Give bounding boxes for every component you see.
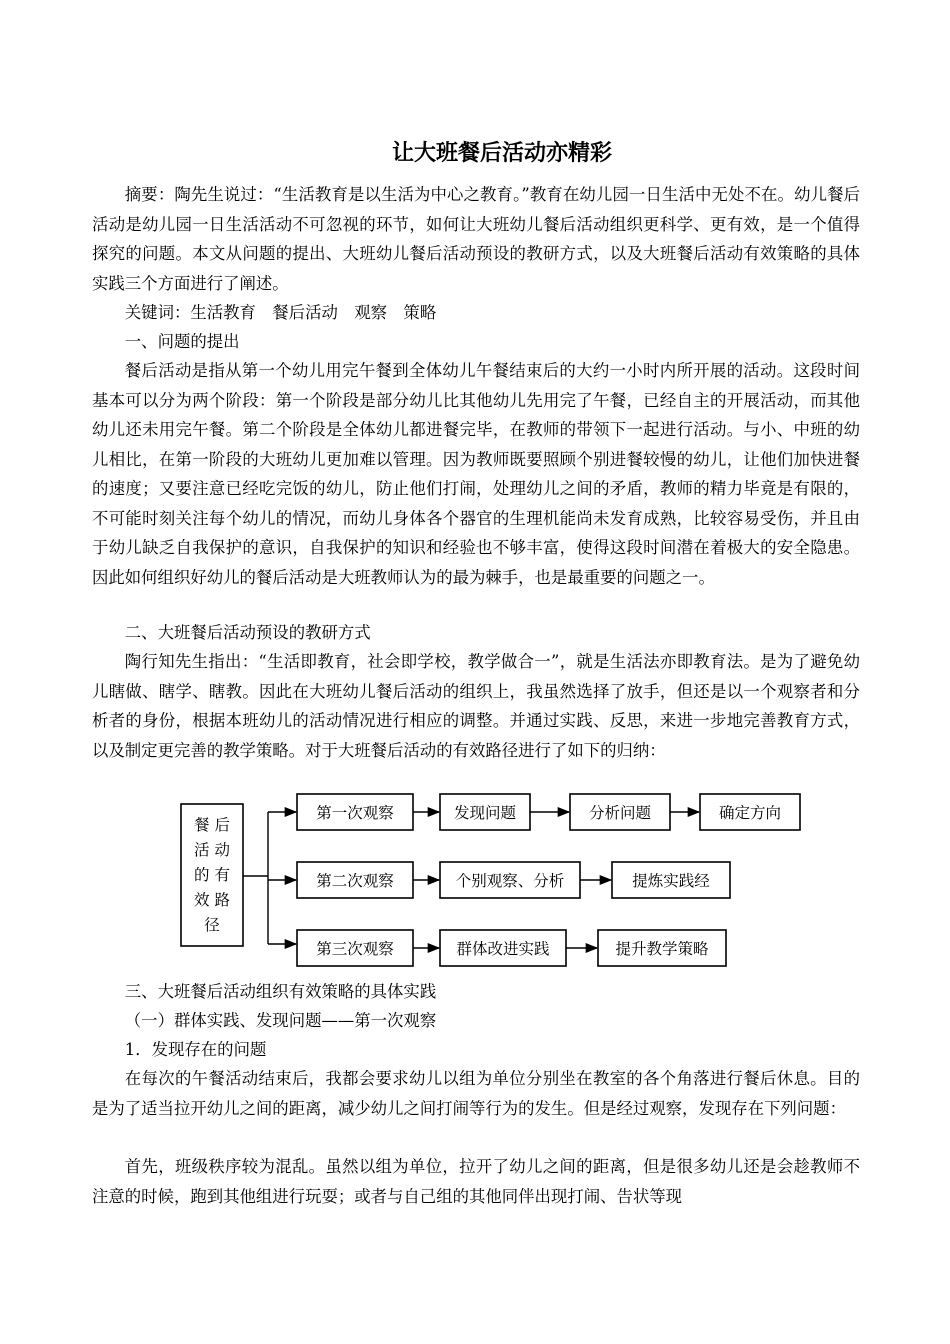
diagram-node-label: 分析问题	[588, 804, 652, 822]
diagram-node-label: 确定方向	[718, 804, 782, 822]
diagram-node-label: 个别观察、分析	[455, 872, 565, 890]
abstract: 摘要：陶先生说过：“生活教育是以生活为中心之教育。”教育在幼儿园一日生活中无处不在。幼儿餐后活动是幼儿园一日生活活动不可忽视的环节，如何让大班幼儿餐后活动组织更科学、更有效，是一个值得探究的问题。本文从问题的提出、大班幼儿餐后活动预设的教研方式，以及大班餐后活动有效策略的具体实践三个方面进行了阐述。	[92, 185, 860, 293]
diagram-root-line: 餐 后	[194, 816, 230, 834]
section1-heading: 一、问题的提出	[124, 332, 240, 351]
keywords: 关键词：生活教育 餐后活动 观察 策略	[124, 303, 437, 322]
diagram-root-line: 径	[204, 916, 220, 934]
diagram-node-label: 群体改进实践	[456, 940, 550, 958]
diagram-root-line: 效 路	[194, 891, 230, 909]
diagram-node-label: 第三次观察	[316, 940, 394, 958]
section3-heading: 三、大班餐后活动组织有效策略的具体实践	[124, 982, 437, 1001]
section2-heading: 二、大班餐后活动预设的教研方式	[124, 623, 371, 642]
diagram-node-label: 第二次观察	[316, 872, 394, 890]
diagram-root-line: 的 有	[194, 866, 230, 884]
section3-item: 1．发现存在的问题	[124, 1040, 267, 1059]
section2-body: 陶行知先生指出：“生活即教育，社会即学校，教学做合一”，就是生活法亦即教育法。是为了避免幼儿瞎做、瞎学、瞎教。因此在大班幼儿餐后活动的组织上，我虽然选择了放手，但还是以一个观察者和分析者的身份，根据本班幼儿的活动情况进行相应的调整。并通过实践、反思，来进一步地完善教育方式，以及制定更完善的教学策略。对于大班餐后活动的有效路径进行了如下的归纳：	[92, 652, 860, 760]
document-title: 让大班餐后活动亦精彩	[391, 141, 612, 166]
section1-body: 餐后活动是指从第一个幼儿用完午餐到全体幼儿午餐结束后的大约一小时内所开展的活动。这段时间基本可以分为两个阶段：第一个阶段是部分幼儿比其他幼儿先用完了午餐，已经自主的开展活动，而其他幼儿还未用完午餐。第二个阶段是全体幼儿都进餐完毕，在教师的带领下一起进行活动。与小、中班的幼儿相比，在第一阶段的大班幼儿更加难以管理。因为教师既要照顾个别进餐较慢的幼儿，让他们加快进餐的速度；又要注意已经吃完饭的幼儿，防止他们打闹，处理幼儿之间的矛盾，教师的精力毕竟是有限的，不可能时刻关注每个幼儿的情况，而幼儿身体各个器官的生理机能尚未发育成熟，比较容易受伤，并且由于幼儿缺乏自我保护的意识，自我保护的知识和经验也不够丰富，使得这段时间潜在着极大的安全隐患。因此如何组织好幼儿的餐后活动是大班教师认为的最为棘手，也是最重要的问题之一。	[92, 361, 860, 587]
diagram-node-label: 第一次观察	[316, 804, 394, 822]
diagram-node-label: 提升教学策略	[615, 940, 709, 958]
diagram-node-label: 发现问题	[453, 804, 517, 822]
section3-paragraph: 在每次的午餐活动结束后，我都会要求幼儿以组为单位分别坐在教室的各个角落进行餐后休息。目的是为了适当拉开幼儿之间的距离，减少幼儿之间打闹等行为的发生。但是经过观察，发现存在下列问题：	[92, 1069, 860, 1118]
section3-paragraph: 首先，班级秩序较为混乱。虽然以组为单位，拉开了幼儿之间的距离，但是很多幼儿还是会趁教师不注意的时候，跑到其他组进行玩耍；或者与自己组的其他同伴出现打闹、告状等现	[92, 1157, 860, 1206]
diagram-root-line: 活 动	[194, 841, 230, 859]
diagram-node-label: 提炼实践经	[632, 872, 710, 890]
section3-subheading: （一）群体实践、发现问题——第一次观察	[124, 1011, 437, 1030]
effective-path-diagram	[180, 792, 820, 970]
